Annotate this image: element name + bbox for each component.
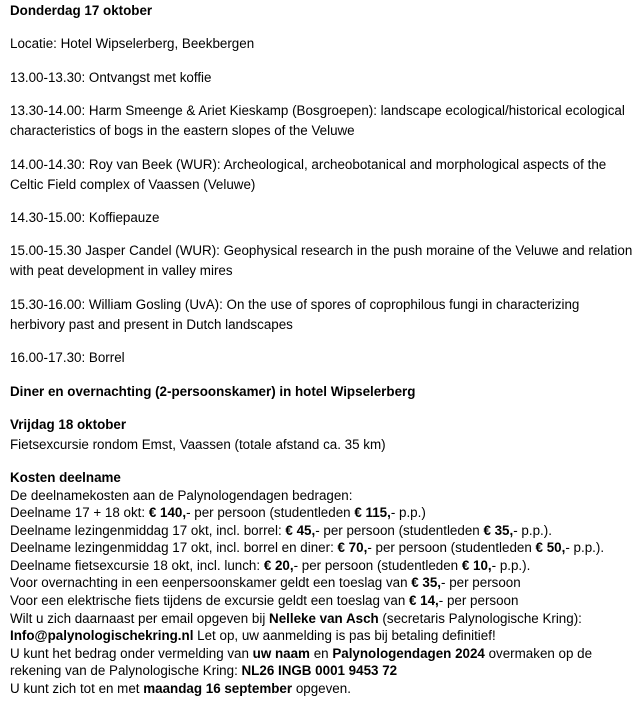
dinner-line: Diner en overnachting (2-persoonskamer) in hotel Wipselerberg: [10, 383, 416, 399]
day1-heading: Donderdag 17 oktober: [10, 3, 153, 18]
costs-intro: De deelnamekosten aan de Palynologendagen bedragen:: [10, 487, 353, 503]
day2-heading: Vrijdag 18 oktober: [10, 416, 127, 432]
surcharge-line: Voor een elektrische fiets tijdens de excursie geldt een toeslag van € 14,- per persoon: [10, 593, 519, 609]
program-item: 15.30-16.00: William Gosling (UvA): On the use of spores of coprophilous fungi in characterizing: [10, 296, 580, 312]
iban: NL26 INGB 0001 9453 72: [241, 663, 398, 679]
cost-line: Deelname lezingenmiddag 17 okt, incl. borrel en diner: € 70,- per persoon (studentleden € 50,- p.p.).: [10, 540, 605, 556]
email-line: Info@palynologischekring.nl Let op, uw aanmelding is pas bij betaling definitief!: [10, 628, 496, 644]
cost-line: Deelname 17 + 18 okt: € 140,- per persoon (studentleden € 115,- p.p.): [10, 505, 426, 521]
surcharge-line: Voor overnachting in een eenpersoonskamer geldt een toeslag van € 35,- per persoon: [10, 575, 521, 591]
registration-line: Wilt u zich daarnaast per email opgeven bij Nelleke van Asch (secretaris Palynologische Kring):: [10, 610, 582, 626]
deadline-line: U kunt zich tot en met maandag 16 september opgeven.: [10, 681, 351, 697]
program-item: 13.30-14.00: Harm Smeenge & Ariet Kieskamp (Bosgroepen): landscape ecological/historical ecological: [10, 103, 625, 119]
program-item: 16.00-17.30: Borrel: [10, 350, 125, 366]
program-item: 13.00-13.30: Ontvangst met koffie: [10, 69, 212, 85]
account-line: rekening van de Palynologische Kring: NL26 INGB 0001 9453 72: [10, 663, 398, 679]
program-item-cont: herbivory past and present in Dutch landscapes: [10, 316, 293, 332]
cost-line: Deelname fietsexcursie 18 okt, incl. lunch: € 20,- per persoon (studentleden € 10,- p.p.).: [10, 557, 531, 573]
program-item: 14.00-14.30: Roy van Beek (WUR): Archeological, archeobotanical and morphological aspects of the: [10, 156, 607, 172]
costs-heading: Kosten deelname: [10, 469, 121, 485]
program-item-cont: with peat development in valley mires: [10, 263, 233, 279]
program-item: 14.30-15.00: Koffiepauze: [10, 209, 160, 225]
cost-line: Deelname lezingenmiddag 17 okt, incl. borrel: € 45,- per persoon (studentleden € 35,- p.p.).: [10, 522, 552, 538]
location-line: Locatie: Hotel Wipselerberg, Beekbergen: [10, 36, 255, 52]
excursion-line: Fietsexcursie rondom Emst, Vaassen (totale afstand ca. 35 km): [10, 436, 386, 452]
email-address: Info@palynologischekring.nl: [10, 628, 194, 644]
program-item-cont: characteristics of bogs in the eastern slopes of the Veluwe: [10, 123, 355, 139]
payment-line: U kunt het bedrag onder vermelding van uw naam en Palynologendagen 2024 overmaken op de: [10, 645, 593, 661]
program-item: 15.00-15.30 Jasper Candel (WUR): Geophysical research in the push moraine of the Veluwe and relation: [10, 243, 633, 259]
program-item-cont: Celtic Field complex of Vaassen (Veluwe): [10, 176, 256, 192]
